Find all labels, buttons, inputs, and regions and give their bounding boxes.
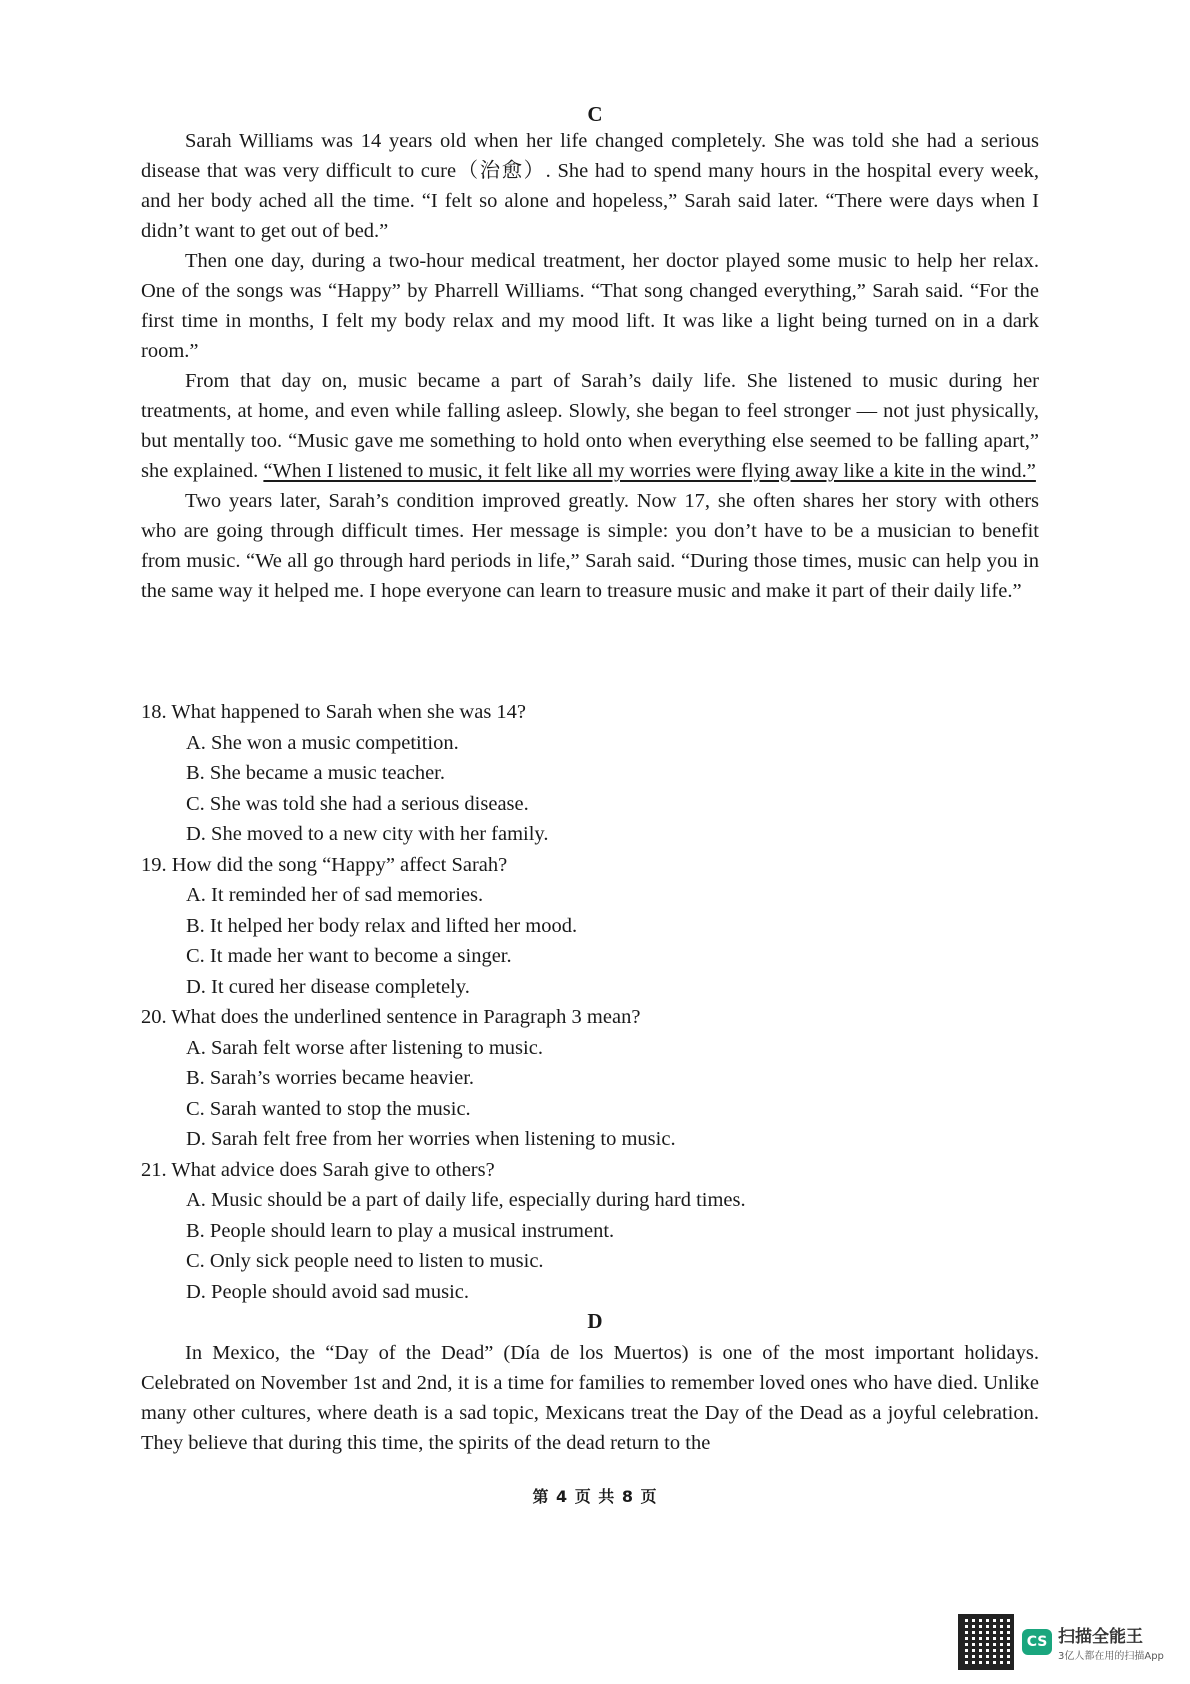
option-b: B. It helped her body relax and lifted her mood. [186,914,578,937]
question-19 [141,850,1039,1003]
option-a: A. Sarah felt worse after listening to music. [186,1036,543,1059]
page-number: 第 4 页 共 8 页 [532,1487,658,1506]
question-stem: 20. What does the underlined sentence in Paragraph 3 mean? [141,1006,641,1028]
qr-code-icon [958,1614,1014,1670]
option-c: C. She was told she had a serious disease. [186,792,529,815]
passage-d [141,1338,1039,1458]
option-c: C. Only sick people need to listen to music. [186,1250,544,1272]
question-21 [141,1155,1039,1308]
brand-name: 扫描全能王 [1058,1627,1143,1647]
underlined-sentence: “When I listened to music, it felt like all my worries were flying away like a kite in the wind.” [263,460,1036,482]
section-c-heading: C [587,102,603,126]
scanner-watermark [958,1612,1178,1672]
option-a: A. It reminded her of sad memories. [186,884,484,906]
option-a: A. She won a music competition. [186,731,459,754]
option-b: B. Sarah’s worries became heavier. [186,1067,475,1089]
passage-d-paragraph-1: In Mexico, the “Day of the Dead” (Día de los Muertos) is one of the most important holidays. Celebrated on November 1st and 2nd, it is a time for families to remember loved ones who have died. Unlike many other cultures, where death is a sad topic, Mexicans treat the Day of the Dead as a joyful celebration. They believe that during this time, the spirits of the dead return to the [141,1342,1039,1454]
question-stem: 19. How did the song “Happy” affect Sarah? [141,853,508,876]
option-b: B. She became a music teacher. [186,762,445,784]
camscanner-logo: CS [1022,1629,1052,1655]
passage-c-paragraph-4: Two years later, Sarah’s condition improved greatly. Now 17, she often shares her story with others who are going through difficult times. Her message is simple: you don’t have to be a musician to benefit from music. “We all go through hard periods in life,” Sarah said. “During those times, music can help you in the same way it helped me. I hope everyone can learn to treasure music and make it part of their daily life.” [141,490,1039,602]
passage-c-paragraph-1: Sarah Williams was 14 years old when her life changed completely. She was told she had a serious disease that was very difficult to cure（治愈）. She had to spend many hours in the hospital every week, and her body ached all the time. “I felt so alone and hopeless,” Sarah said later. “There were days when I didn’t want to get out of bed.” [141,130,1039,242]
option-c: C. Sarah wanted to stop the music. [186,1097,471,1120]
brand-slogan: 3亿人都在用的扫描App [1058,1651,1164,1662]
question-18 [141,697,1039,850]
option-d: D. Sarah felt free from her worries when listening to music. [186,1128,676,1150]
passage-c-paragraph-2: Then one day, during a two-hour medical treatment, her doctor played some music to help her relax. One of the songs was “Happy” by Pharrell Williams. “That song changed everything,” Sarah said. “For the first time in months, I felt my body relax and my mood lift. It was like a light being turned on in a dark room.” [141,250,1039,362]
question-stem: 21. What advice does Sarah give to others? [141,1158,495,1181]
passage-c-paragraph-3 [141,366,1039,486]
question-stem: 18. What happened to Sarah when she was 14? [141,701,527,723]
option-b: B. People should learn to play a musical instrument. [186,1219,615,1242]
passage-c [141,126,1039,606]
option-a: A. Music should be a part of daily life, especially during hard times. [186,1189,746,1211]
option-d: D. People should avoid sad music. [186,1280,469,1303]
option-d: D. She moved to a new city with her family. [186,823,549,845]
question-list [141,697,1039,1307]
brand-text [1058,1622,1164,1662]
question-20 [141,1002,1039,1155]
section-d-heading: D [587,1309,603,1333]
option-c: C. It made her want to become a singer. [186,945,512,967]
option-d: D. It cured her disease completely. [186,975,470,998]
paragraph-3-text: From that day on, music became a part of Sarah’s daily life. She listened to music during her treatments, at home, and even while falling asleep. Slowly, she began to feel stronger — not just physically, but mentally too. “Music gave me something to hold onto when everything else seemed to be falling apart,” she explained. [141,370,1039,482]
